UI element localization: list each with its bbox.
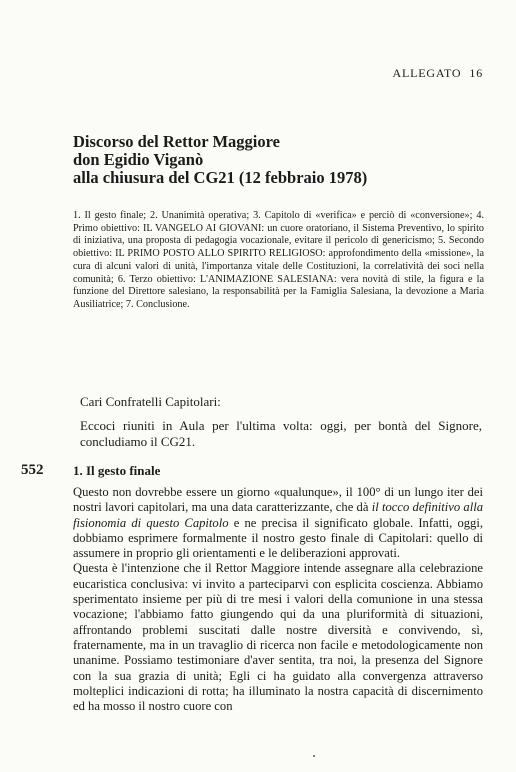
summary-abstract: 1. Il gesto finale; 2. Unanimità operativa; 3. Capitolo di «verifica» e perciò di «conversione»; 4. Primo obiettivo: IL VANGELO AI GIOVANI: un cuore oratoriano, il Sistema Preventivo, lo spirito di iniziativa, una proposta di pedagogia vocazionale, evitare il pericolo di genericismo; 5. Secondo obiettivo: IL PRIMO POSTO ALLO SPIRITO RELIGIOSO: approfondimento della «missione», la cura di alcuni valori di unità, l'importanza vitale delle Costituzioni, la correlatività dei soci nella comunità; 6. Terzo obiettivo: L'ANIMAZIONE SALESIANA: vera novità di stile, la figura e la funzione del Direttore salesiano, la responsabilità per la Famiglia Salesiana, la devozione a Maria Ausiliatrice; 7. Conclusione. [73,210,484,310]
title-line-1: Discorso del Rettor Maggiore [73,132,280,151]
intro-paragraph: Eccoci riuniti in Aula per l'ultima volta: oggi, per bontà del Signore, concludiamo il CG21. [80,418,482,449]
para1-emphasis: il tocco definitivo alla fisionomia di questo Capitolo [73,500,483,530]
section-body [73,485,483,714]
salutation: Cari Confratelli Capitolari: [80,394,221,409]
section-heading: 1. Il gesto finale [73,463,161,478]
document-title [73,133,483,187]
running-header [393,66,483,81]
para1-text-after: e ne precisa il significato globale. Infatti, oggi, dobbiamo esprimere formalmente il nostro gesto finale di Capitolari: quello di assumere in proprio gli orientamenti e le deliberazioni approvati. [73,515,484,561]
title-line-2: don Egidio Viganò [73,150,204,169]
para1-text-before: Questo non dovrebbe essere un giorno «qualunque», il 100° di un lungo iter dei nostri lavori capitolari, ma una data caratterizzante, che dà [73,485,483,515]
page-speck [313,755,315,757]
body-paragraph-1 [73,485,483,561]
header-label: ALLEGATO [392,66,462,80]
body-paragraph-2: Questa è l'intenzione che il Rettor Maggiore intende assegnare alla celebrazione eucaristica conclusiva: vi invito a parteciparvi con esplicita coscienza. Abbiamo sperimentato insieme per più di tre mesi i valori della comunione in una stessa vocazione; l'abbiamo fatto giungendo qui da una pluriformità di situazioni, affrontando problemi suscitati dalle nostre diversità e convivendo, sì, fraternamente, ma in un travaglio di ricerca non facile e metodologicamente non unanime. Possiamo testimoniare d'aver sentita, tra noi, la presenza del Signore con la sua grazia di unità; Egli ci ha guidato alla convergenza attraverso molteplici indicazioni di rotta; ha illuminato la nostra capacità di discernimento ed ha mosso il nostro cuore con [73,561,483,714]
margin-number: 552 [21,462,44,478]
header-page-number: 16 [469,66,483,80]
title-line-3: alla chiusura del CG21 (12 febbraio 1978) [73,168,368,187]
